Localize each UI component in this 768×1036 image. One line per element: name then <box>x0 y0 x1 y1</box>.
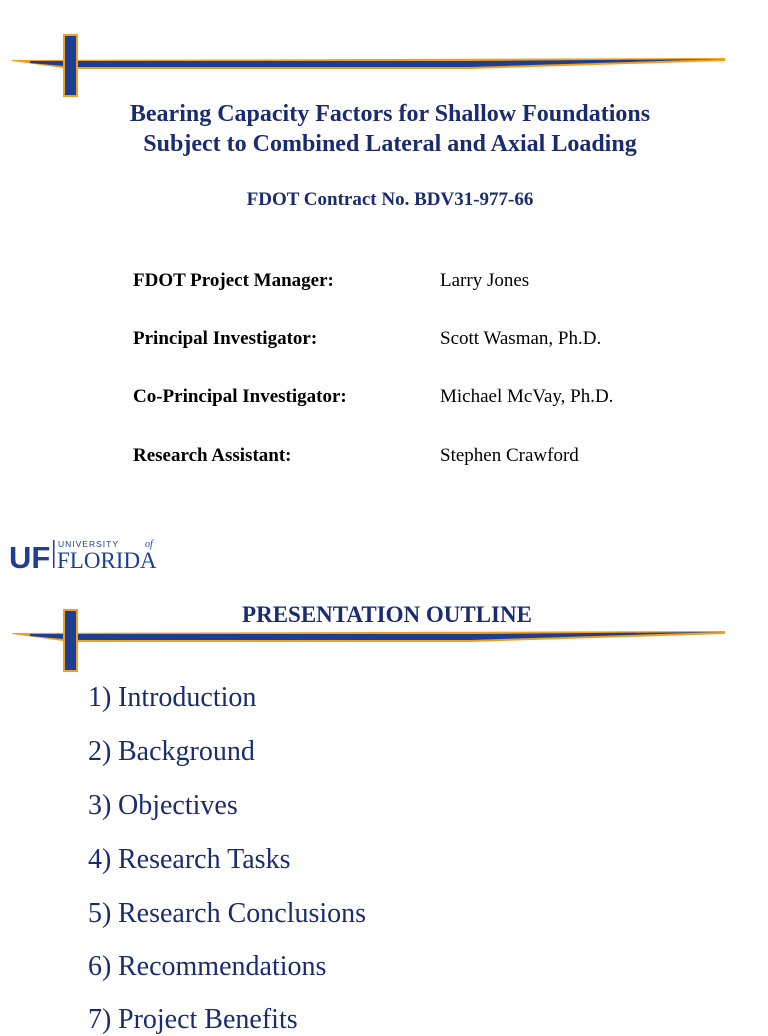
outline-item <box>88 790 238 822</box>
outline-item <box>88 1004 298 1036</box>
title-line-1: Bearing Capacity Factors for Shallow Foundations <box>129 101 651 127</box>
outline-item-number: 3) <box>88 790 112 821</box>
person-name: Larry Jones <box>440 270 530 291</box>
outline-item-label: Research Conclusions <box>118 898 367 929</box>
outline-item <box>88 951 326 983</box>
outline-item <box>88 736 255 768</box>
outline-item-label: Project Benefits <box>118 1004 298 1035</box>
uf-logo <box>9 537 169 571</box>
uf-logo-florida: FLORIDA <box>57 548 157 571</box>
outline-item-number: 7) <box>88 1004 112 1035</box>
person-role: FDOT Project Manager: <box>133 270 334 291</box>
outline-item-label: Objectives <box>118 790 238 821</box>
outline-item-number: 6) <box>88 951 112 982</box>
outline-item-number: 5) <box>88 898 112 929</box>
outline-heading: PRESENTATION OUTLINE <box>242 602 532 627</box>
contract-number: FDOT Contract No. BDV31-977-66 <box>246 189 534 210</box>
person-name: Michael McVay, Ph.D. <box>440 386 614 407</box>
uf-logo-university: UNIVERSITY <box>58 539 120 549</box>
person-role: Co-Principal Investigator: <box>133 386 347 407</box>
outline-item-label: Background <box>118 736 255 767</box>
outline-item-label: Recommendations <box>118 951 327 982</box>
uf-logo-mark: UF <box>9 540 51 571</box>
outline-item <box>88 898 366 930</box>
outline-item-number: 2) <box>88 736 112 767</box>
person-name: Scott Wasman, Ph.D. <box>440 328 602 349</box>
uf-logo-of: of <box>145 539 153 550</box>
outline-item <box>88 682 256 714</box>
person-role: Research Assistant: <box>133 445 292 466</box>
outline-slide <box>0 580 768 1035</box>
title-line-2: Subject to Combined Lateral and Axial Loading <box>143 131 637 157</box>
outline-item-label: Introduction <box>118 682 257 713</box>
outline-item-label: Research Tasks <box>118 844 291 875</box>
outline-item-number: 1) <box>88 682 112 713</box>
outline-item <box>88 844 290 876</box>
person-name: Stephen Crawford <box>440 445 579 466</box>
header-banner <box>0 30 768 100</box>
outline-item-number: 4) <box>88 844 112 875</box>
person-role: Principal Investigator: <box>133 328 318 349</box>
